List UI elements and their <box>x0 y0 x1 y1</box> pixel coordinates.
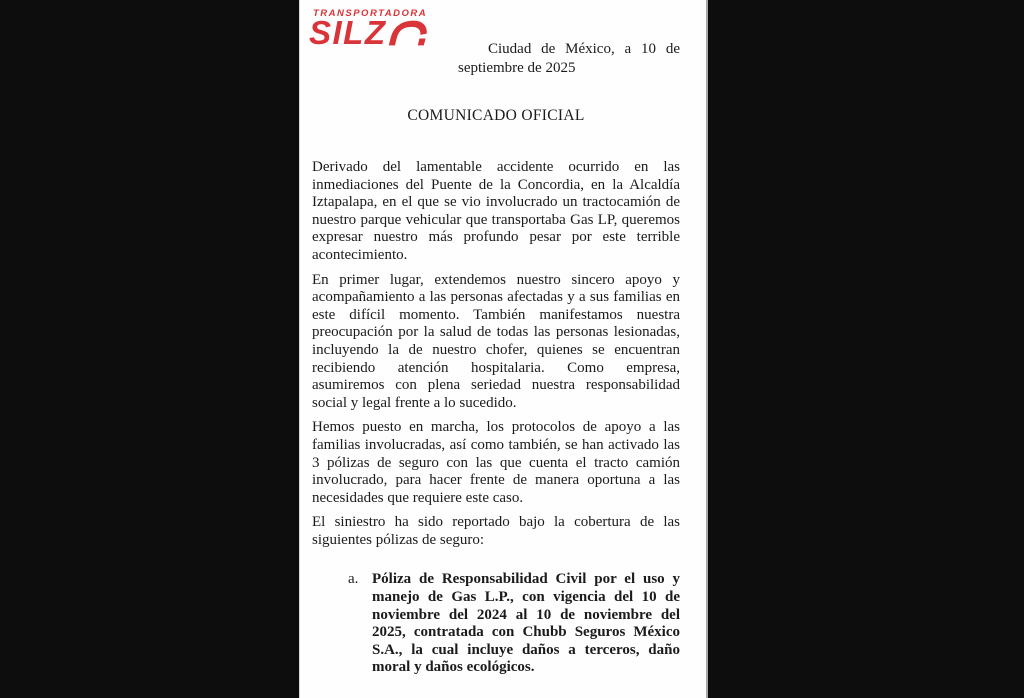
logo-transportadora-text: TRANSPORTADORA <box>313 8 428 19</box>
list-item <box>348 571 680 677</box>
brand-logo <box>309 8 428 51</box>
document-title: COMUNICADO OFICIAL <box>407 107 585 124</box>
dateline: Ciudad de México, a 10 de septiembre de 2025 <box>458 41 680 76</box>
logo-silza-wordmark <box>309 14 427 51</box>
document-content <box>300 0 706 677</box>
body-paragraph: Hemos puesto en marcha, los protocolos de apoyo a las familias involucradas, así como también, se han activado las 3 pólizas de seguro con las que cuenta el tracto camión involucrado, para hacer frente de manera oportuna a las necesidades que requiere este caso. <box>312 419 680 506</box>
list-item-text: Póliza de Responsabilidad Civil por el uso y manejo de Gas L.P., con vigencia del 10 de noviembre del 2024 al 10 de noviembre del 2025, contratada con Chubb Seguros México S.A., la cual incluye daños a terceros, daño moral y daños ecológicos. <box>372 571 680 676</box>
list-marker: a. <box>348 571 359 588</box>
document-header <box>309 0 680 106</box>
body-paragraph: El siniestro ha sido reportado bajo la cobertura de las siguientes pólizas de seguro: <box>312 514 680 548</box>
body-paragraph: En primer lugar, extendemos nuestro sincero apoyo y acompañamiento a las personas afectadas y a sus familias en este difícil momento. También manifestamos nuestra preocupación por la salud de todas las personas lesionadas, incluyendo la de nuestro chofer, quienes se encuentran recibiendo atención hospitalaria. Como empresa, asumiremos con plena seriedad nuestra responsabilidad social y legal frente a lo sucedido. <box>312 271 680 411</box>
insurance-policy-list <box>348 571 680 677</box>
stylized-a-icon <box>386 20 429 46</box>
document-paper <box>299 0 708 698</box>
logo-silz-letters: SILZ <box>309 14 387 51</box>
body-paragraph: Derivado del lamentable accidente ocurrido en las inmediaciones del Puente de la Concordia, en la Alcaldía Iztapalapa, en el que se vio involucrado un tractocamión de nuestro parque vehicular que transportaba Gas LP, queremos expresar nuestro más profundo pesar por este terrible acontecimiento. <box>312 159 680 263</box>
